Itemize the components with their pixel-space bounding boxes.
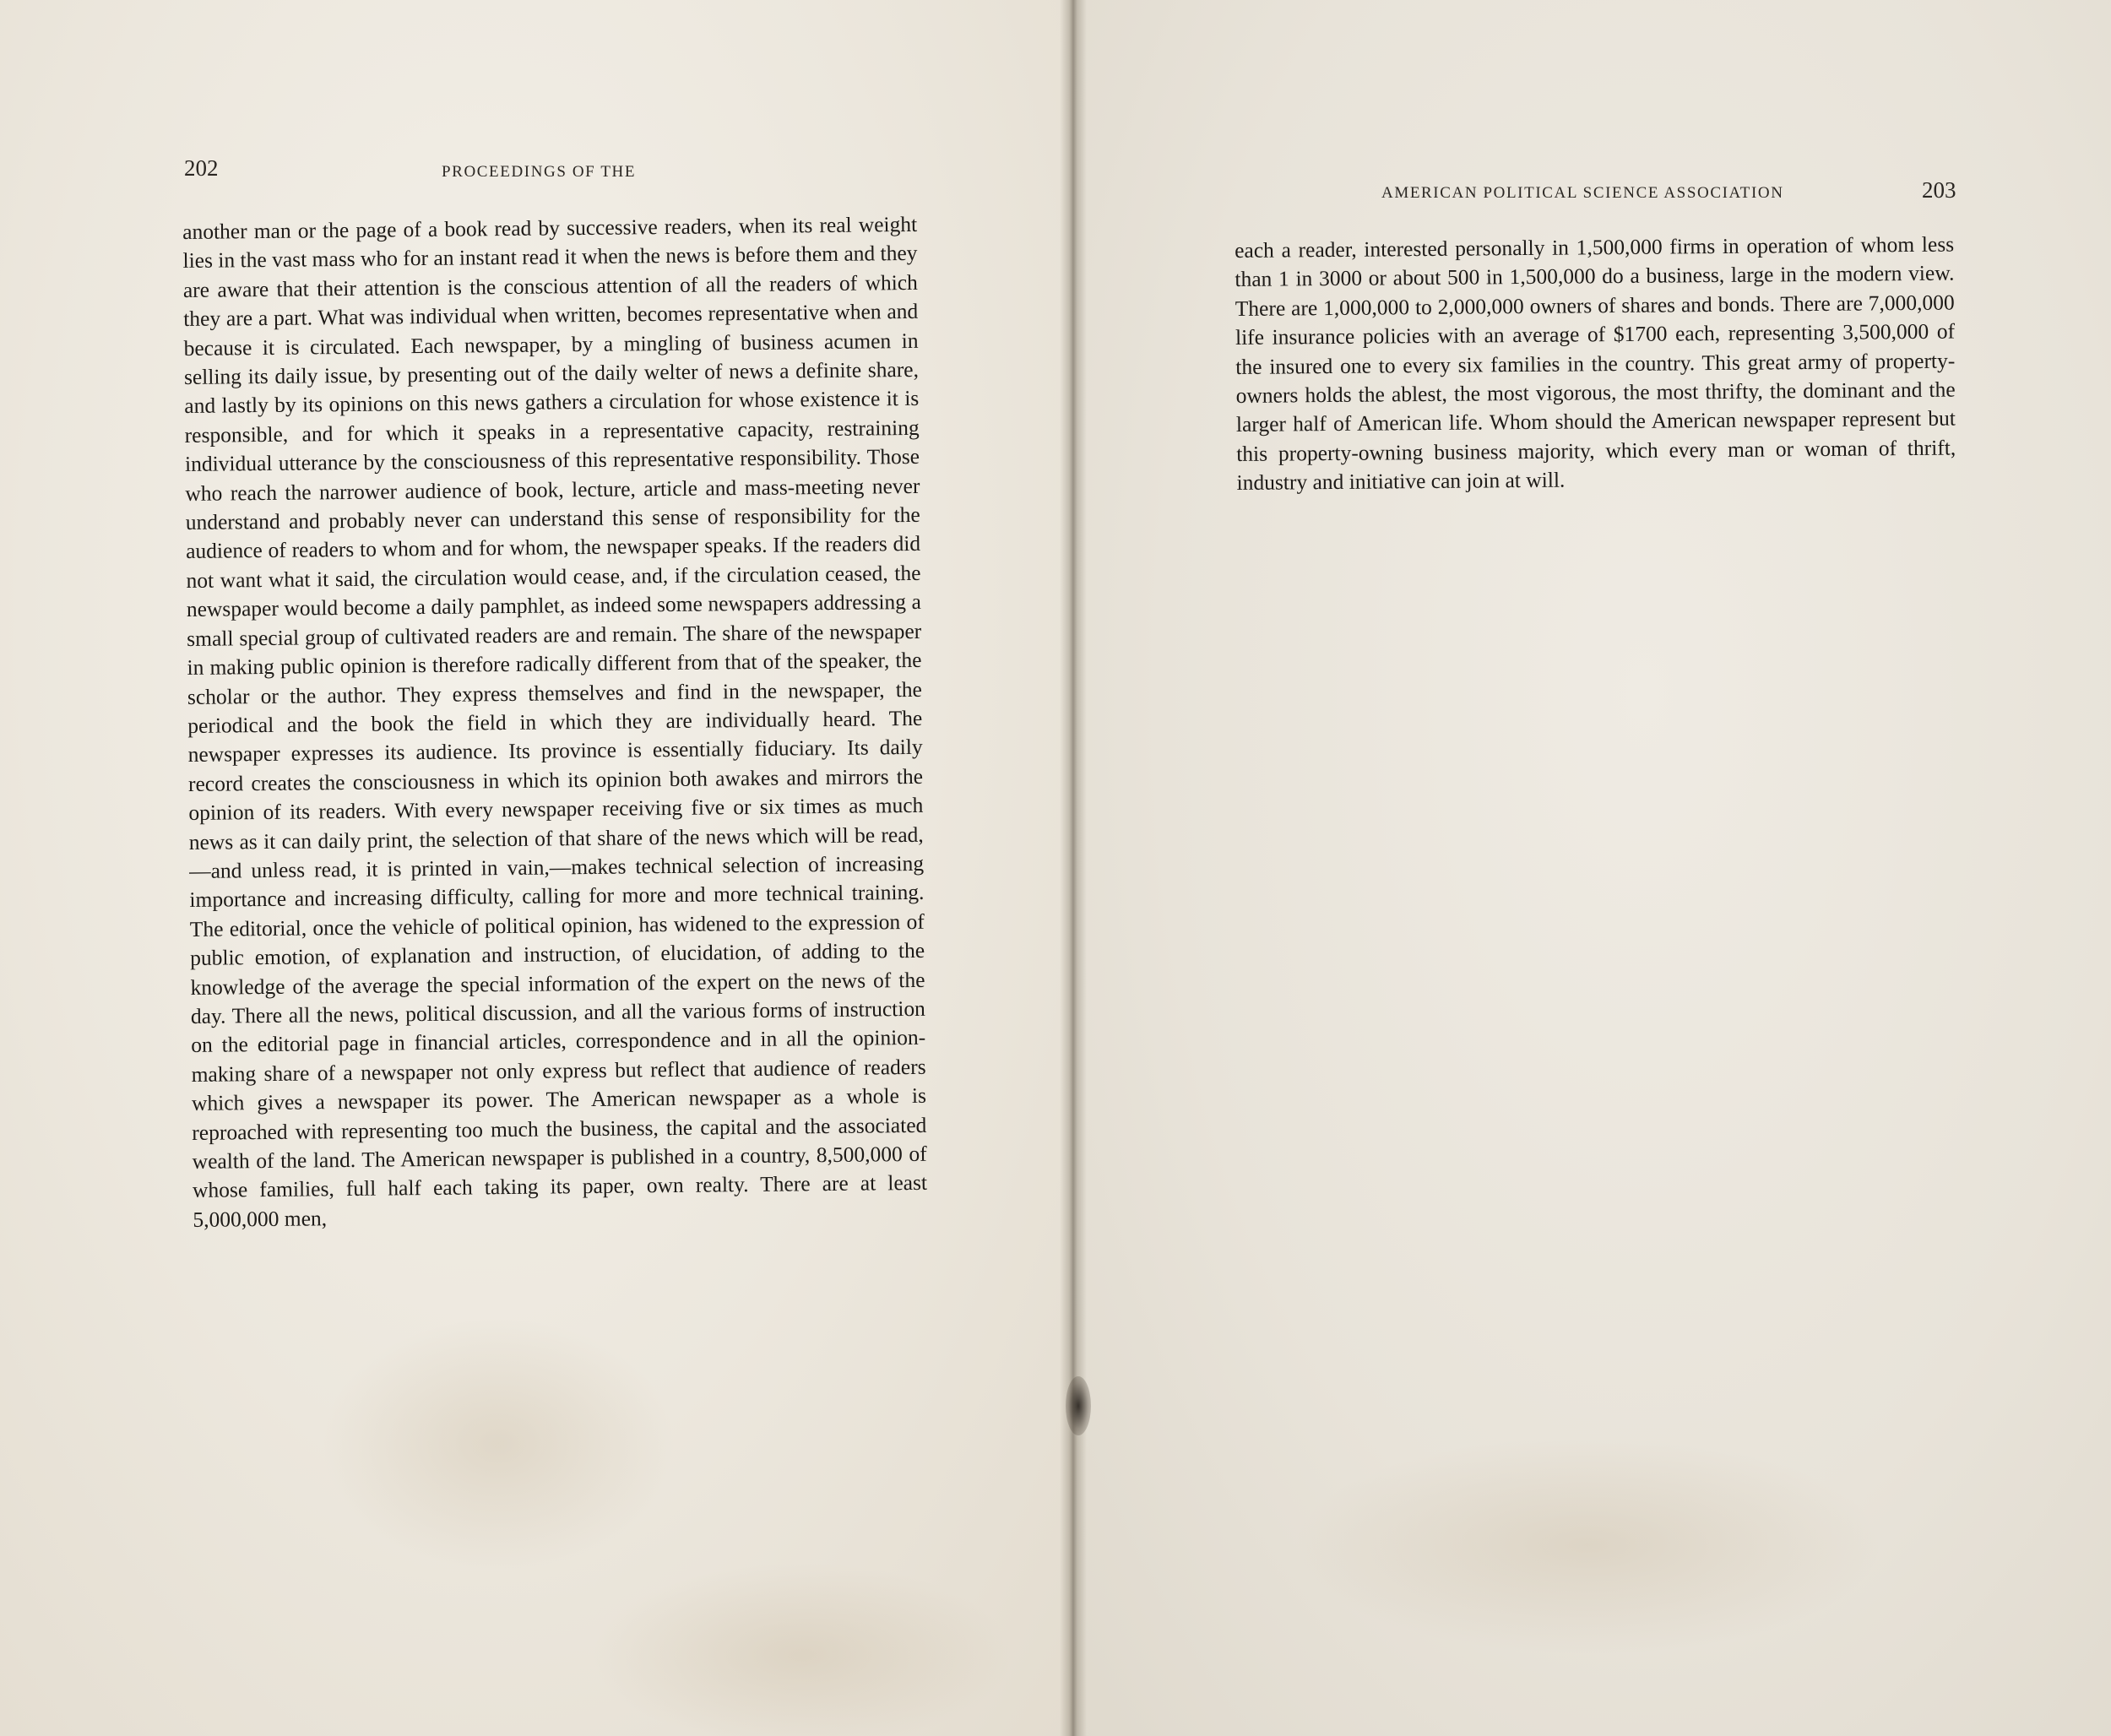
gutter-stain — [1066, 1376, 1091, 1435]
page-number-right: 203 — [1922, 177, 1956, 203]
left-page-body-text: another man or the page of a book read by successive readers, when its real weight lies in the vast mass who for an instant read it when the news is before them and they are aware that their attention is the conscious attention of all the readers of which they are a part. What was individual when written, becomes representative when and because it is circulated. Each newspaper, by a mingling of business acumen in selling its daily issue, by presenting out of the daily welter of news a definite share, and lastly by its opinions on this news gathers a circulation for whose existence it is responsible, and for which it speaks in a representative capacity, restraining individual utterance by the consciousness of this representative responsibility. Those who reach the narrower audience of book, lecture, article and mass-meeting never understand and probably never can understand this sense of responsibility for the audience of readers to whom and for whom, the newspaper speaks. If the readers did not want what it said, the circulation would cease, and, if the circulation ceased, the newspaper would become a daily pamphlet, as indeed some newspapers addressing a small special group of cultivated readers are and remain. The share of the newspaper in making public opinion is therefore radically different from that of the speaker, the scholar or the author. They express themselves and find in the newspaper, the periodical and the book the field in which they are individually heard. The newspaper expresses its audience. Its province is essentially fiduciary. Its daily record creates the consciousness in which its opinion both awakes and mirrors the opinion of its readers. With every newspaper receiving five or six times as much news as it can daily print, the selection of that share of the news which will be read,—and unless read, it is printed in vain,—makes technical selection of increasing importance and increasing difficulty, calling for more and more technical training. The editorial, once the vehicle of political opinion, has widened to the expression of public emotion, of explanation and instruction, of elucidation, of adding to the knowledge of the average the special information of the expert on the news of the day. There all the news, political discussion, and all the various forms of instruction on the editorial page in financial articles, correspondence and in all the opinion-making share of a newspaper not only express but reflect that audience of readers which gives a newspaper its power. The American newspaper as a whole is reproached with representing too much the business, the capital and the associated wealth of the land. The American newspaper is published in a country, 8,500,000 of whose families, full half each taking its paper, own realty. There are at least 5,000,000 men, — [182, 211, 928, 1232]
right-page-body-text: each a reader, interested personally in 1,500,000 firms in operation of whom less than 1 in 3000 or about 500 in 1,500,000 do a business, large in the modern view. There are 1,000,000 to 2,000,000 owners of shares and bonds. There are 7,000,000 life insurance policies with an average of $1700 each, representing 3,500,000 of the insured one to every six families in the country. This great army of property-owners holds the ablest, the most vigorous, the most thrifty, the dominant and the larger half of American life. Whom should the American newspaper represent but this property-owning business majority, which every man or woman of thrift, industry and initiative can join at will. — [1235, 231, 1956, 496]
page-number-left: 202 — [184, 155, 219, 181]
water-stain — [321, 1317, 676, 1571]
running-head-right: AMERICAN POLITICAL SCIENCE ASSOCIATION — [1381, 184, 1784, 202]
water-stain — [591, 1562, 1013, 1736]
running-head-left: PROCEEDINGS OF THE — [442, 163, 637, 181]
water-stain — [1292, 1435, 1883, 1655]
book-gutter — [1060, 0, 1087, 1736]
